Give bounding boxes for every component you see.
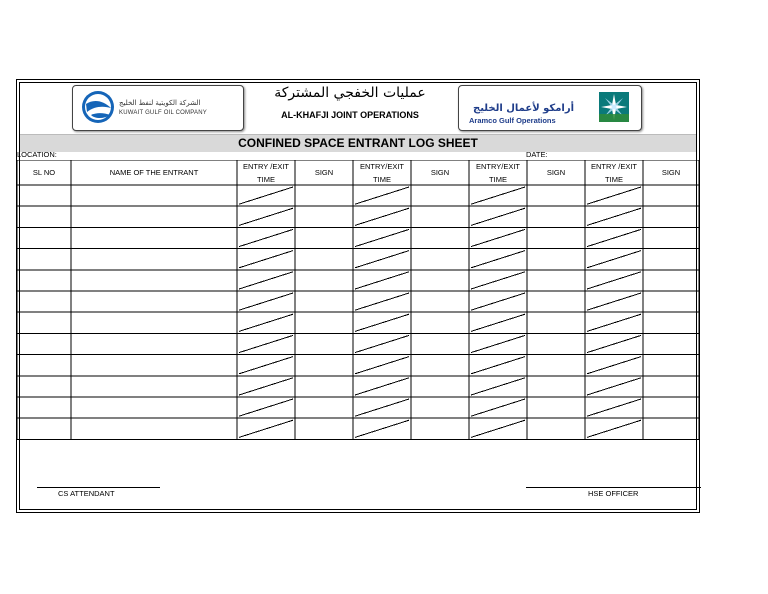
column-header: [71, 166, 237, 179]
column-header-line: SIGN: [661, 168, 681, 177]
entry-exit-slash: [587, 378, 641, 395]
entry-exit-slash: [239, 335, 293, 352]
entry-exit-slash: [471, 293, 525, 310]
column-header-line: SIGN: [314, 168, 334, 177]
kgoc-logo: [72, 85, 244, 131]
location-label: LOCATION:: [17, 150, 57, 159]
header-title-english: AL-KHAFJI JOINT OPERATIONS: [281, 110, 419, 120]
entry-exit-slash: [471, 229, 525, 246]
column-header-line: TIME: [257, 175, 275, 184]
entry-exit-slash: [239, 399, 293, 416]
entry-exit-slash: [471, 357, 525, 374]
column-header: [237, 160, 295, 186]
aramco-name-english: Aramco Gulf Operations: [469, 116, 556, 125]
column-header: [295, 166, 353, 179]
aramco-logo: [458, 85, 642, 131]
entry-exit-slash: [239, 272, 293, 289]
entry-exit-slash: [471, 187, 525, 204]
entry-exit-slash: [355, 399, 409, 416]
entry-exit-slash: [355, 420, 409, 437]
column-header-line: ENTRY /EXIT: [591, 162, 637, 171]
entry-exit-slash: [239, 229, 293, 246]
entry-exit-slash: [355, 357, 409, 374]
entry-exit-slash: [355, 272, 409, 289]
entry-exit-slash: [471, 208, 525, 225]
column-header-line: NAME OF THE ENTRANT: [109, 168, 199, 177]
cs-attendant-label: CS ATTENDANT: [58, 489, 115, 498]
column-header: [585, 160, 643, 186]
entry-exit-slash: [471, 314, 525, 331]
entry-exit-slash: [355, 187, 409, 204]
column-header-line: ENTRY/EXIT: [359, 162, 405, 171]
entry-exit-slash: [355, 378, 409, 395]
entry-exit-slash: [239, 357, 293, 374]
entry-exit-slash: [471, 399, 525, 416]
column-header-line: ENTRY/EXIT: [475, 162, 521, 171]
column-header: [527, 166, 585, 179]
entry-exit-slash: [587, 335, 641, 352]
entry-exit-slash: [355, 335, 409, 352]
entry-exit-slash: [355, 293, 409, 310]
entry-exit-slash: [471, 272, 525, 289]
entry-exit-slash: [587, 293, 641, 310]
entry-exit-slash: [587, 399, 641, 416]
entry-exit-slash: [471, 335, 525, 352]
column-header-line: TIME: [489, 175, 507, 184]
sheet-title: CONFINED SPACE ENTRANT LOG SHEET: [238, 136, 478, 150]
entry-exit-slash: [239, 293, 293, 310]
entry-exit-slash: [587, 187, 641, 204]
kgoc-emblem-icon: [81, 90, 115, 124]
entry-exit-slash: [587, 251, 641, 268]
column-header: [17, 166, 71, 179]
header-title-arabic: عمليات الخفجي المشتركة: [274, 85, 426, 101]
entry-exit-slash: [355, 251, 409, 268]
entry-exit-slash: [587, 229, 641, 246]
aramco-star-icon: [599, 92, 629, 122]
column-header: [469, 160, 527, 186]
cs-attendant-signature-line: [37, 487, 160, 488]
entry-exit-slash: [239, 314, 293, 331]
entry-exit-slash: [471, 251, 525, 268]
entry-exit-slash: [587, 208, 641, 225]
column-header: [353, 160, 411, 186]
hse-officer-label: HSE OFFICER: [588, 489, 639, 498]
hse-officer-signature-line: [526, 487, 701, 488]
entrant-log-grid: [17, 160, 699, 440]
aramco-name-arabic: أرامكو لأعمال الخليج: [473, 103, 575, 114]
column-header: [411, 166, 469, 179]
column-header-line: SL NO: [32, 168, 56, 177]
entry-exit-slash: [355, 208, 409, 225]
entry-exit-slash: [239, 378, 293, 395]
column-header-line: SIGN: [430, 168, 450, 177]
kgoc-name-arabic: الشركة الكويتية لنفط الخليج: [119, 99, 201, 107]
date-label: DATE:: [526, 150, 548, 159]
column-header-line: TIME: [605, 175, 623, 184]
entry-exit-slash: [587, 272, 641, 289]
sheet-title-bar: [20, 134, 696, 152]
entry-exit-slash: [587, 420, 641, 437]
column-header-line: TIME: [373, 175, 391, 184]
column-header-line: ENTRY /EXIT: [243, 162, 289, 171]
column-header: [643, 166, 699, 179]
entry-exit-slash: [587, 314, 641, 331]
kgoc-name-english: KUWAIT GULF OIL COMPANY: [119, 110, 207, 116]
entry-exit-slash: [239, 208, 293, 225]
entry-exit-slash: [239, 187, 293, 204]
log-sheet: [16, 79, 700, 513]
entry-exit-slash: [587, 357, 641, 374]
entry-exit-slash: [355, 314, 409, 331]
entry-exit-slash: [239, 251, 293, 268]
column-header-line: SIGN: [546, 168, 566, 177]
entry-exit-slash: [239, 420, 293, 437]
entry-exit-slash: [471, 378, 525, 395]
entry-exit-slash: [471, 420, 525, 437]
entry-exit-slash: [355, 229, 409, 246]
